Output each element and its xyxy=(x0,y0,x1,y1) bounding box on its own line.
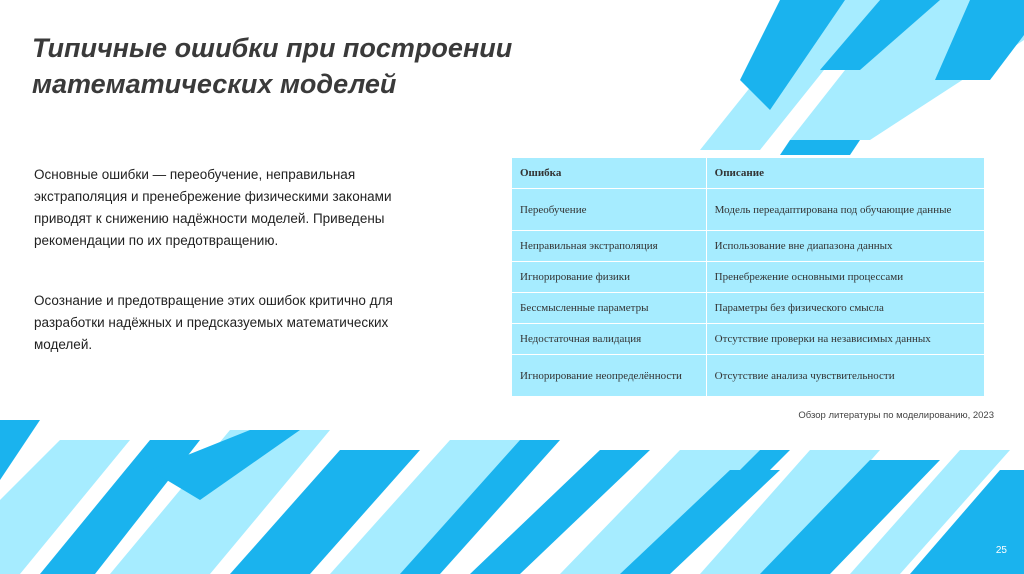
conclusion-paragraph: Осознание и предотвращение этих ошибок критично для разработки надёжных и предсказуемых математических моделей. xyxy=(34,293,393,352)
errors-table xyxy=(511,157,985,397)
cell-error: Игнорирование физики xyxy=(512,262,707,293)
header-description: Описание xyxy=(706,158,984,189)
cell-error: Игнорирование неопределённости xyxy=(512,355,707,397)
cell-description: Отсутствие анализа чувствительности xyxy=(706,355,984,397)
title-line-1: Типичные ошибки при построении xyxy=(32,33,513,63)
cell-error: Бессмысленные параметры xyxy=(512,293,707,324)
stripe-shape xyxy=(780,140,860,155)
slide-title xyxy=(32,30,652,102)
cell-description: Параметры без физического смысла xyxy=(706,293,984,324)
cell-description: Модель переадаптирована под обучающие данные xyxy=(706,189,984,231)
cell-description: Отсутствие проверки на независимых данных xyxy=(706,324,984,355)
table-row xyxy=(512,189,985,231)
cell-description: Пренебрежение основными процессами xyxy=(706,262,984,293)
intro-paragraph: Основные ошибки — переобучение, неправильная экстраполяция и пренебрежение физическими законами приводят к снижению надёжности моделей. Приведены рекомендации по их предотвращению. xyxy=(34,167,392,248)
cell-description: Использование вне диапазона данных xyxy=(706,231,984,262)
source-caption: Обзор литературы по моделированию, 2023 xyxy=(798,410,994,421)
header-error: Ошибка xyxy=(512,158,707,189)
table-row xyxy=(512,324,985,355)
title-line-2: математических моделей xyxy=(32,69,397,99)
table-row xyxy=(512,293,985,324)
cell-error: Неправильная экстраполяция xyxy=(512,231,707,262)
errors-table-container xyxy=(511,157,985,397)
page-number: 25 xyxy=(995,545,1007,556)
table-row xyxy=(512,231,985,262)
table-row xyxy=(512,355,985,397)
table-row xyxy=(512,262,985,293)
cell-error: Недостаточная валидация xyxy=(512,324,707,355)
cell-error: Переобучение xyxy=(512,189,707,231)
table-header-row xyxy=(512,158,985,189)
